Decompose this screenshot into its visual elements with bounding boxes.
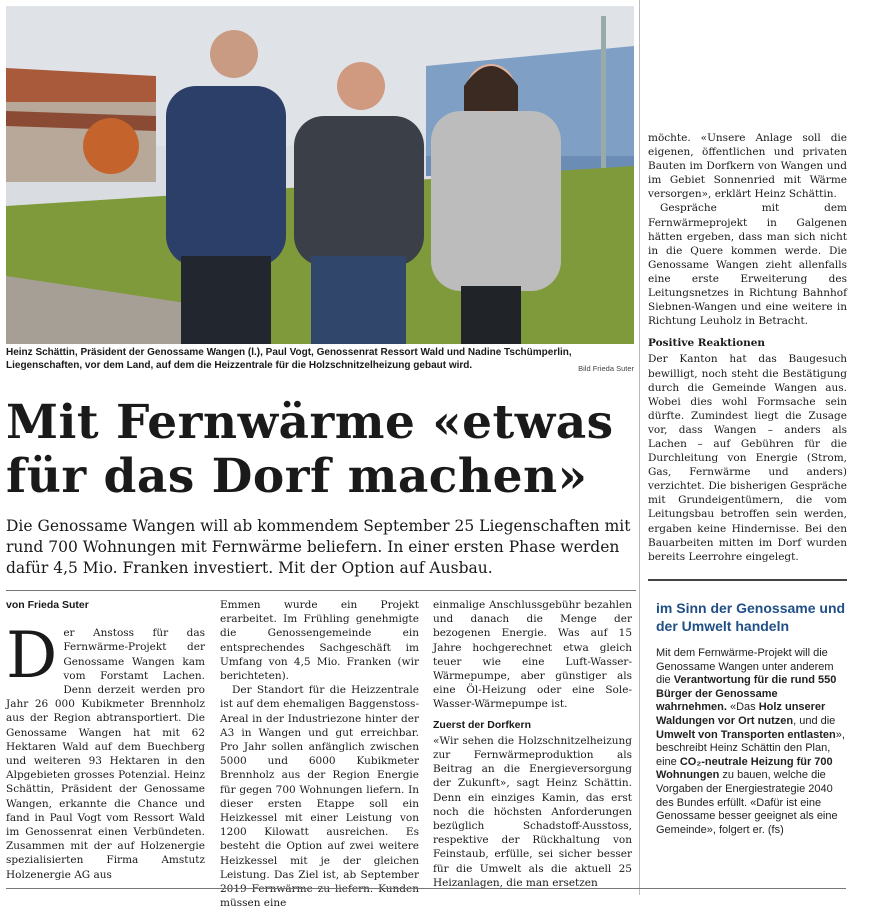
bottom-divider [6,888,846,889]
info-box [648,579,847,837]
headline [6,396,636,504]
caption-text: Heinz Schättin, Präsident der Genossame Wangen (l.), Paul Vogt, Genossenrat Ressort Wald und Nadine Tschümperlin, Liegenschaften, vor dem Land, auf dem die Heizzentrale für die Holzschnitzelheizung gebaut wird. [6,347,572,371]
article-column-3 [433,598,632,890]
box-title: im Sinn der Genossame und der Umwelt handeln [656,600,846,634]
headline-line-1: Mit Fernwärme «etwas [6,395,614,450]
subheading: Zuerst der Dorfkern [433,718,532,731]
photo-illustration [6,6,634,344]
right-column-continuation [648,131,847,564]
box-emphasis: CO₂-neutrale Heizung für 700 Wohnungen [656,755,833,782]
paragraph: möchte. «Unsere Anlage soll die eigenen, öffentlichen und privaten Bauten im Dorfkern von Wangen und im Gebiet Sonnenried mit Wärme versorgen», erklärt Heinz Schättin. [648,132,847,201]
photo-credit: Bild Frieda Suter [578,364,634,373]
photo-caption [6,346,634,375]
paragraph: Gespräche mit dem Fernwärmeprojekt in Galgenen hätten ergeben, dass man sich nicht in die Quere kommen werde. Die Genossame Wangen zieht allenfalls eine erste Erweiterung des Leitungsnetzes in Richtung Bahnhof Siebnen-Wangen und eine weitere in Richtung Leuholz in Betracht. [648,202,847,328]
box-rule [648,579,847,581]
paragraph [6,619,205,882]
paragraph-text: er Anstoss für das Fernwärme-Projekt der Genossame Wangen kam vom Forstamt Lachen. Denn derzeit werden pro Jahr 26 000 Kubikmeter Brennholz aus der Region abtransportiert. Die Genossame Wangen hat mit 62 Hektaren Wald auf dem Buechberg und weiteren 93 Hektaren in den Alpgebieten grosses Potenzial. Heinz Schättin, Präsident der Genossame Wangen, erkannte die Chance und fand in Paul Vogt vom Ressort Wald im Genossenrat einen Verbündeten. Zusammen mit der auf Holzenergie spezialisierten Firma Amstutz Holzenergie AG aus [6,627,205,881]
paragraph: Emmen wurde ein Projekt erarbeitet. Im Frühling genehmigte die Genossengemeinde ein entsprechendes Sachgeschäft im Umfang von 4,5 Mio. Franken (wir berichteten). [220,599,419,683]
paragraph: Der Kanton hat das Baugesuch bewilligt, noch steht die Bestätigung durch die Gemeinde Wangen aus. Wobei dies wohl Formsache sein dürfte. Zumindest liegt die Zusage vor, dass Wangen – anders als Lachen – auf Gebühren für die Durchleitung von Energie (Strom, Gas, Fernwärme und anders) verzichtet. Die bisherigen Gespräche mit Grundeigentümern, die vom Leitungsbau betroffen sein werden, ergaben keine Hindernisse. Bei den Bauarbeiten mitten im Dorf wurden bereits Leerrohre eingelegt. [648,353,847,563]
box-text: «Das [726,701,759,714]
box-emphasis: Holz unserer Waldungen vor Ort nutzen [656,701,826,727]
column-divider [639,0,640,895]
headline-line-2: für das Dorf machen» [6,449,588,504]
box-text: », beschreibt Heinz Schättin den Plan, eine [656,728,845,768]
box-text: Mit dem Fernwärme-Projekt will die Genossame Wangen unter anderem die [656,647,834,687]
news-photo [6,6,634,344]
paragraph: einmalige Anschlussgebühr bezahlen und danach die Menge der bezogenen Energie. Was auf 15 Jahre hochgerechnet etwa gleich teuer wie eine Luft-Wasser-Wärmepumpe, aber günstiger als eine Öl-Heizung oder eine Sole-Wasser-Wärmepumpe ist. [433,599,632,711]
box-body [656,647,847,837]
dropcap: D [6,619,58,694]
paragraph: Der Standort für die Heizzentrale ist auf dem ehemaligen Baggenstoss-Areal in der Industriezone hinter der A3 in Wangen und gut erreichbar. Pro Jahr sollen anfänglich zwischen 5000 und 6000 Kubikmeter Brennholz aus der Region Energie für gegen 700 Wohnungen liefern. In dieser ersten Etappe soll ein Heizkessel mit einer Leistung von 1200 Kilowatt ausreichen. Es besteht die Option auf zwei weitere Heizkessel mit je der gleichen Leistung. Das Ziel ist, ab September 2019 Fernwärme zu liefern. Kunden müssen eine [220,684,419,910]
subheading: Positive Reaktionen [648,337,766,350]
lead-paragraph: Die Genossame Wangen will ab kommendem September 25 Liegenschaften mit rund 700 Wohnungen mit Fernwärme beliefern. In einer ersten Phase werden dafür 4,5 Mio. Franken investiert. Mit der Option auf Ausbau. [6,517,631,577]
article-column-2 [220,598,419,910]
divider [6,590,636,591]
article-column-1 [6,598,205,882]
box-text: zu bauen, welche die Vorgaben der Energiestrategie 2040 des Bundes erfüllt. «Dafür ist eine Genossame besser geeignet als eine Gemeinde», folgert er. (fs) [656,769,838,836]
box-text: , und die [793,714,836,727]
box-emphasis: Verantwortung für die rund 550 Bürger der Genossame wahrnehmen. [656,674,837,714]
box-emphasis: Umwelt von Transporten entlasten [656,728,836,741]
byline: von Frieda Suter [6,599,89,611]
paragraph: «Wir sehen die Holzschnitzelheizung zur Fernwärmeproduktion als Beitrag an die Energieversorgung der Zukunft», sagt Heinz Schättin. Denn ein einziges Kamin, das erst noch die höchsten Anforderungen bezüglich Schadstoff-Ausstoss, respektive der Rückhaltung von Feinstaub, erfülle, sei sicher besser für die Umwelt als die aktuell 25 Heizanlagen, die man ersetzen [433,734,632,889]
